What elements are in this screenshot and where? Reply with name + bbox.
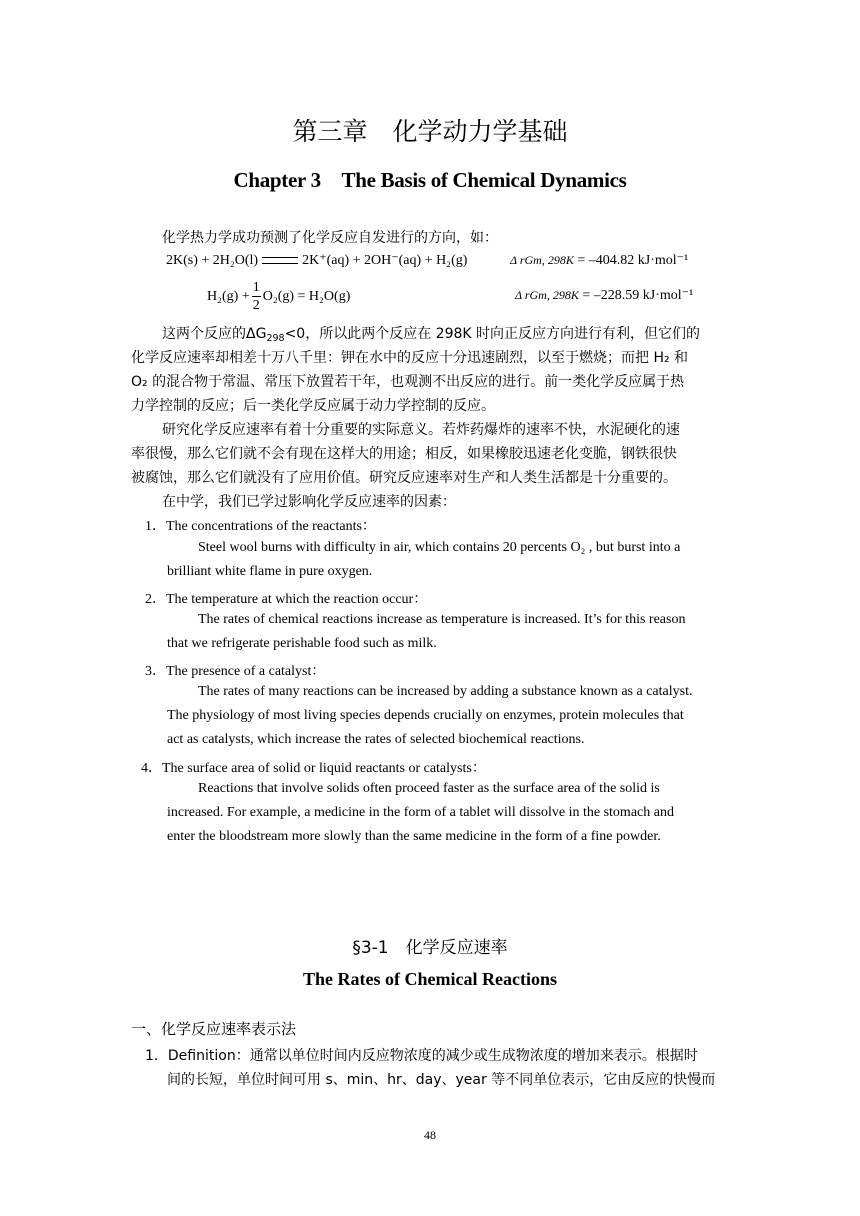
fraction-denominator: 2 [252, 298, 260, 313]
factor-4-head: 4．The surface area of solid or liquid reactants or catalysts： [141, 761, 486, 776]
factor-2-line1: The rates of chemical reactions increase as temperature is increased. It’s for this reason [198, 612, 686, 627]
para1-line1-b: <0，所以此两个反应在 298K 时向正反应方向进行有利，但它们的 [284, 326, 701, 342]
chapter-title-en: Chapter 3 The Basis of Chemical Dynamics [233, 168, 627, 192]
subsection-title: 一、化学反应速率表示法 [131, 1020, 297, 1038]
gibbs-label-2: Δ rGm, 298K [515, 288, 579, 302]
factor-4-line3: enter the bloodstream more slowly than the same medicine in the form of a fine powder. [167, 829, 661, 844]
equation-1-lhs: 2K(s) + 2H₂O(l) [166, 253, 259, 268]
page-number: 48 [424, 1128, 436, 1142]
para1-line1 [162, 323, 700, 344]
definition-line2: 间的长短，单位时间可用 s、min、hr、day、year 等不同单位表示，它由反应的快慢而 [167, 1072, 716, 1088]
equation-2-lhs-1: H₂(g) + [207, 289, 250, 304]
para1-line3: O₂ 的混合物于常温、常压下放置若干年，也观测不出反应的进行。前一类化学反应属于热 [131, 374, 685, 390]
factor-1-line1: Steel wool burns with difficulty in air, which contains 20 percents O₂ , but burst into a [198, 540, 681, 555]
factor-2-line2: that we refrigerate perishable food such as milk. [167, 636, 437, 651]
factor-3-line1: The rates of many reactions can be increased by adding a substance known as a catalyst. [198, 684, 693, 699]
para2-line2: 率很慢，那么它们就不会有现在这样大的用途；相反，如果橡胶迅速老化变脆，钢铁很快 [131, 446, 677, 462]
equation-2-lhs-2: O₂(g) = H₂O(g) [262, 289, 351, 304]
equation-2 [207, 276, 350, 318]
equation-2-gibbs [515, 287, 693, 304]
equation-1 [166, 252, 467, 269]
para3-line1: 在中学，我们已学过影响化学反应速率的因素： [162, 494, 456, 510]
para1-line1-sub: 298 [266, 333, 285, 344]
para1-line1-a: 这两个反应的ΔG [162, 326, 267, 342]
para2-line1: 研究化学反应速率有着十分重要的实际意义。若炸药爆炸的速率不快，水泥硬化的速 [162, 422, 680, 438]
chapter-title-zh: 第三章 化学动力学基础 [292, 117, 568, 146]
para2-line3: 被腐蚀，那么它们就没有了应用价值。研究反应速率对生产和人类生活都是十分重要的。 [131, 470, 677, 486]
factor-2-head: 2．The temperature at which the reaction occur： [145, 592, 428, 607]
gibbs-value-1: = –404.82 kJ·mol⁻¹ [577, 253, 689, 268]
gibbs-value-2: = –228.59 kJ·mol⁻¹ [582, 288, 694, 303]
factor-4-line2: increased. For example, a medicine in the form of a tablet will dissolve in the stomach and [167, 805, 674, 820]
fraction-half [252, 281, 261, 313]
factor-1-line2: brilliant white flame in pure oxygen. [167, 564, 373, 579]
definition-line1: 1．Definition：通常以单位时间内反应物浓度的减少或生成物浓度的增加来表示。根据时 [145, 1048, 698, 1064]
equals-arrow-icon [262, 257, 298, 264]
section-title-zh: §3-1 化学反应速率 [352, 938, 508, 958]
fraction-numerator: 1 [252, 280, 260, 295]
equation-1-gibbs [510, 252, 688, 269]
para1-line4: 力学控制的反应；后一类化学反应属于动力学控制的反应。 [131, 398, 495, 414]
section-title-en: The Rates of Chemical Reactions [303, 969, 557, 989]
intro-line: 化学热力学成功预测了化学反应自发进行的方向，如： [162, 230, 498, 246]
factor-3-line3: act as catalysts, which increase the rates of selected biochemical reactions. [167, 732, 585, 747]
equation-1-rhs: 2K⁺(aq) + 2OH⁻(aq) + H₂(g) [302, 253, 468, 268]
factor-1-head: 1．The concentrations of the reactants： [145, 519, 376, 534]
gibbs-label-1: Δ rGm, 298K [510, 253, 574, 267]
factor-3-head: 3．The presence of a catalyst： [145, 664, 326, 679]
para1-line2: 化学反应速率却相差十万八千里：钾在水中的反应十分迅速剧烈，以至于燃烧；而把 H₂ 和 [131, 350, 689, 366]
factor-4-line1: Reactions that involve solids often proceed faster as the surface area of the solid is [198, 781, 660, 796]
factor-3-line2: The physiology of most living species depends crucially on enzymes, protein molecules that [167, 708, 684, 723]
